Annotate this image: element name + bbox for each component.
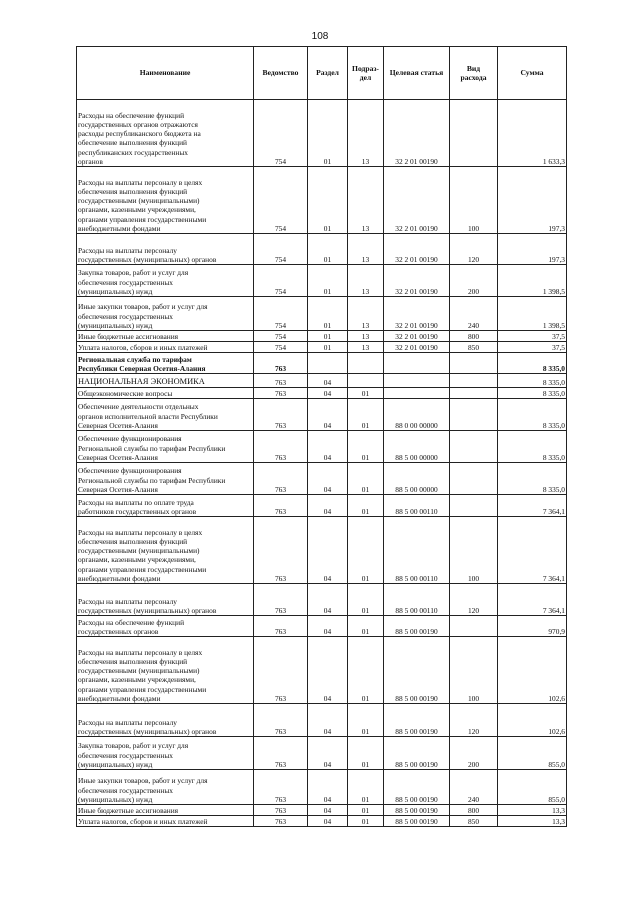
row-subsection-cell	[348, 374, 384, 388]
row-section-cell: 04	[308, 816, 348, 827]
row-dept-cell: 754	[254, 297, 308, 331]
row-section-cell: 04	[308, 737, 348, 770]
header-expense-type: Вид расхода	[450, 47, 498, 100]
row-expense-type-cell	[450, 495, 498, 517]
table-header-row	[77, 47, 567, 100]
row-article-cell: 32 2 01 00190	[384, 297, 450, 331]
row-article-cell: 88 5 00 00000	[384, 431, 450, 463]
row-subsection-cell: 01	[348, 388, 384, 399]
row-expense-type-cell: 100	[450, 167, 498, 234]
row-sum-cell: 197,3	[498, 234, 567, 265]
table-row	[77, 616, 567, 637]
row-expense-type-cell	[450, 100, 498, 167]
row-dept-cell: 763	[254, 704, 308, 737]
table-row	[77, 495, 567, 517]
row-expense-type-cell	[450, 374, 498, 388]
table-row	[77, 770, 567, 805]
row-expense-type-cell: 800	[450, 331, 498, 342]
table-row	[77, 167, 567, 234]
row-section-cell: 01	[308, 342, 348, 353]
row-sum-cell: 855,0	[498, 737, 567, 770]
row-name-cell: Обеспечение деятельности отдельных органов исполнительной власти Республики Северная Осетия-Алания	[77, 399, 254, 431]
row-subsection-cell: 13	[348, 342, 384, 353]
table-row	[77, 737, 567, 770]
row-sum-cell: 8 335,0	[498, 388, 567, 399]
row-article-cell: 88 5 00 00190	[384, 737, 450, 770]
row-name-cell: Расходы на выплаты персоналу в целях обеспечения выполнения функций государственными (муниципальными) органами, казенными учреждениями, органами управления государственными внебюджетными фондами	[77, 517, 254, 584]
row-dept-cell: 754	[254, 167, 308, 234]
row-sum-cell: 1 633,3	[498, 100, 567, 167]
table-row	[77, 399, 567, 431]
row-name-cell: Общеэкономические вопросы	[77, 388, 254, 399]
row-dept-cell: 763	[254, 463, 308, 495]
row-section-cell: 04	[308, 517, 348, 584]
row-article-cell: 88 5 00 00110	[384, 517, 450, 584]
row-name-cell: Закупка товаров, работ и услуг для обеспечения государственных (муниципальных) нужд	[77, 265, 254, 297]
row-expense-type-cell: 200	[450, 265, 498, 297]
row-subsection-cell: 01	[348, 616, 384, 637]
row-dept-cell: 754	[254, 234, 308, 265]
table-row	[77, 517, 567, 584]
row-dept-cell: 763	[254, 399, 308, 431]
row-subsection-cell: 01	[348, 637, 384, 704]
row-dept-cell: 754	[254, 331, 308, 342]
row-subsection-cell: 01	[348, 495, 384, 517]
row-subsection-cell: 01	[348, 517, 384, 584]
row-article-cell: 88 5 00 00190	[384, 770, 450, 805]
row-expense-type-cell: 100	[450, 637, 498, 704]
table-row	[77, 100, 567, 167]
row-expense-type-cell: 850	[450, 816, 498, 827]
row-name-cell: Расходы на выплаты персоналу в целях обеспечения выполнения функций государственными (муниципальными) органами, казенными учреждениями, органами управления государственными внебюджетными фондами	[77, 637, 254, 704]
header-subsection: Подраз- дел	[348, 47, 384, 100]
row-subsection-cell: 01	[348, 805, 384, 816]
row-dept-cell: 763	[254, 584, 308, 616]
row-sum-cell: 102,6	[498, 704, 567, 737]
row-name-cell: Расходы на выплаты персоналу в целях обеспечения выполнения функций государственными (муниципальными) органами, казенными учреждениями, органами управления государственными внебюджетными фондами	[77, 167, 254, 234]
row-article-cell: 32 2 01 00190	[384, 265, 450, 297]
row-subsection-cell: 13	[348, 234, 384, 265]
row-article-cell: 88 5 00 00190	[384, 637, 450, 704]
table-row	[77, 463, 567, 495]
row-section-cell: 01	[308, 100, 348, 167]
header-section: Раздел	[308, 47, 348, 100]
row-article-cell: 88 5 00 00110	[384, 495, 450, 517]
row-name-cell: Расходы на выплаты персоналу государственных (муниципальных) органов	[77, 584, 254, 616]
table-row	[77, 265, 567, 297]
row-article-cell: 32 2 01 00190	[384, 167, 450, 234]
row-dept-cell: 763	[254, 816, 308, 827]
row-sum-cell: 7 364,1	[498, 517, 567, 584]
row-sum-cell: 1 398,5	[498, 265, 567, 297]
row-article-cell: 88 5 00 00190	[384, 805, 450, 816]
row-dept-cell: 754	[254, 265, 308, 297]
row-section-cell: 01	[308, 167, 348, 234]
row-dept-cell: 763	[254, 637, 308, 704]
row-section-cell: 04	[308, 388, 348, 399]
row-dept-cell: 763	[254, 431, 308, 463]
row-article-cell	[384, 353, 450, 374]
table-row	[77, 637, 567, 704]
row-sum-cell: 37,5	[498, 331, 567, 342]
row-section-cell: 04	[308, 463, 348, 495]
row-name-cell: Иные бюджетные ассигнования	[77, 331, 254, 342]
row-name-cell: Обеспечение функционирования Региональной службы по тарифам Республики Северная Осетия-Алания	[77, 463, 254, 495]
row-sum-cell: 102,6	[498, 637, 567, 704]
row-expense-type-cell	[450, 431, 498, 463]
budget-table	[76, 46, 567, 827]
row-dept-cell: 763	[254, 495, 308, 517]
table-row	[77, 388, 567, 399]
table-row	[77, 816, 567, 827]
row-article-cell: 88 5 00 00190	[384, 704, 450, 737]
row-sum-cell: 970,9	[498, 616, 567, 637]
row-sum-cell: 8 335,0	[498, 463, 567, 495]
row-dept-cell: 763	[254, 517, 308, 584]
row-sum-cell: 855,0	[498, 770, 567, 805]
row-section-cell: 04	[308, 805, 348, 816]
row-expense-type-cell: 850	[450, 342, 498, 353]
row-name-cell: НАЦИОНАЛЬНАЯ ЭКОНОМИКА	[77, 374, 254, 388]
row-article-cell: 88 5 00 00190	[384, 616, 450, 637]
row-dept-cell: 763	[254, 388, 308, 399]
row-dept-cell: 763	[254, 353, 308, 374]
row-name-cell: Уплата налогов, сборов и иных платежей	[77, 816, 254, 827]
row-name-cell: Расходы на обеспечение функций государственных органов отражаются расходы республиканского бюджета на обеспечение выполнения функций республиканских государственных органов	[77, 100, 254, 167]
row-name-cell: Закупка товаров, работ и услуг для обеспечения государственных (муниципальных) нужд	[77, 737, 254, 770]
row-sum-cell: 8 335,0	[498, 399, 567, 431]
row-sum-cell: 197,3	[498, 167, 567, 234]
row-article-cell: 88 5 00 00190	[384, 816, 450, 827]
row-section-cell: 04	[308, 399, 348, 431]
row-article-cell: 32 2 01 00190	[384, 234, 450, 265]
row-name-cell: Расходы на выплаты по оплате труда работников государственных органов	[77, 495, 254, 517]
row-sum-cell: 8 335,0	[498, 374, 567, 388]
table-row	[77, 353, 567, 374]
row-sum-cell: 1 398,5	[498, 297, 567, 331]
table-row	[77, 234, 567, 265]
row-subsection-cell: 01	[348, 584, 384, 616]
row-article-cell: 32 2 01 00190	[384, 331, 450, 342]
table-row	[77, 331, 567, 342]
row-name-cell: Расходы на выплаты персоналу государственных (муниципальных) органов	[77, 704, 254, 737]
row-section-cell	[308, 353, 348, 374]
row-sum-cell: 37,5	[498, 342, 567, 353]
row-sum-cell: 13,3	[498, 805, 567, 816]
row-name-cell: Уплата налогов, сборов и иных платежей	[77, 342, 254, 353]
row-subsection-cell: 13	[348, 167, 384, 234]
row-name-cell: Расходы на обеспечение функций государственных органов	[77, 616, 254, 637]
row-name-cell: Обеспечение функционирования Региональной службы по тарифам Республики Северная Осетия-Алания	[77, 431, 254, 463]
row-section-cell: 04	[308, 637, 348, 704]
header-article: Целевая статья	[384, 47, 450, 100]
row-section-cell: 01	[308, 331, 348, 342]
row-section-cell: 04	[308, 704, 348, 737]
row-expense-type-cell: 100	[450, 517, 498, 584]
table-row	[77, 805, 567, 816]
row-section-cell: 01	[308, 265, 348, 297]
row-dept-cell: 763	[254, 770, 308, 805]
page-number: 108	[311, 31, 329, 42]
row-expense-type-cell: 120	[450, 584, 498, 616]
row-subsection-cell	[348, 353, 384, 374]
row-expense-type-cell	[450, 399, 498, 431]
row-expense-type-cell: 240	[450, 297, 498, 331]
row-sum-cell: 13,3	[498, 816, 567, 827]
row-subsection-cell: 13	[348, 100, 384, 167]
row-article-cell	[384, 374, 450, 388]
row-name-cell: Иные бюджетные ассигнования	[77, 805, 254, 816]
row-section-cell: 04	[308, 431, 348, 463]
row-name-cell: Региональная служба по тарифам Республики Северная Осетия-Алания	[77, 353, 254, 374]
row-section-cell: 04	[308, 495, 348, 517]
header-dept: Ведомство	[254, 47, 308, 100]
row-sum-cell: 7 364,1	[498, 495, 567, 517]
table-row	[77, 374, 567, 388]
row-article-cell: 88 0 00 00000	[384, 399, 450, 431]
table-body	[77, 100, 567, 827]
table-row	[77, 704, 567, 737]
row-sum-cell: 8 335,0	[498, 353, 567, 374]
row-expense-type-cell: 200	[450, 737, 498, 770]
row-subsection-cell: 01	[348, 770, 384, 805]
row-name-cell: Расходы на выплаты персоналу государственных (муниципальных) органов	[77, 234, 254, 265]
row-dept-cell: 763	[254, 616, 308, 637]
row-dept-cell: 754	[254, 100, 308, 167]
table-row	[77, 431, 567, 463]
row-subsection-cell: 13	[348, 265, 384, 297]
row-article-cell: 32 2 01 00190	[384, 100, 450, 167]
row-section-cell: 04	[308, 616, 348, 637]
header-sum: Сумма	[498, 47, 567, 100]
row-section-cell: 04	[308, 770, 348, 805]
row-section-cell: 04	[308, 374, 348, 388]
table-row	[77, 342, 567, 353]
row-subsection-cell: 13	[348, 331, 384, 342]
row-section-cell: 01	[308, 234, 348, 265]
row-section-cell: 01	[308, 297, 348, 331]
row-expense-type-cell	[450, 353, 498, 374]
row-subsection-cell: 01	[348, 737, 384, 770]
row-name-cell: Иные закупки товаров, работ и услуг для обеспечения государственных (муниципальных) нужд	[77, 297, 254, 331]
row-sum-cell: 8 335,0	[498, 431, 567, 463]
row-expense-type-cell	[450, 616, 498, 637]
table-row	[77, 584, 567, 616]
row-name-cell: Иные закупки товаров, работ и услуг для обеспечения государственных (муниципальных) нужд	[77, 770, 254, 805]
header-name: Наименование	[77, 47, 254, 100]
row-section-cell: 04	[308, 584, 348, 616]
row-article-cell: 88 5 00 00110	[384, 584, 450, 616]
row-expense-type-cell	[450, 463, 498, 495]
row-subsection-cell: 01	[348, 704, 384, 737]
row-subsection-cell: 01	[348, 399, 384, 431]
row-subsection-cell: 01	[348, 463, 384, 495]
row-dept-cell: 763	[254, 374, 308, 388]
row-article-cell: 32 2 01 00190	[384, 342, 450, 353]
row-expense-type-cell	[450, 388, 498, 399]
row-subsection-cell: 01	[348, 431, 384, 463]
row-expense-type-cell: 120	[450, 234, 498, 265]
row-article-cell: 88 5 00 00000	[384, 463, 450, 495]
row-dept-cell: 763	[254, 737, 308, 770]
table-row	[77, 297, 567, 331]
row-sum-cell: 7 364,1	[498, 584, 567, 616]
row-expense-type-cell: 800	[450, 805, 498, 816]
row-expense-type-cell: 240	[450, 770, 498, 805]
row-subsection-cell: 01	[348, 816, 384, 827]
row-subsection-cell: 13	[348, 297, 384, 331]
row-dept-cell: 763	[254, 805, 308, 816]
row-article-cell	[384, 388, 450, 399]
row-dept-cell: 754	[254, 342, 308, 353]
row-expense-type-cell: 120	[450, 704, 498, 737]
